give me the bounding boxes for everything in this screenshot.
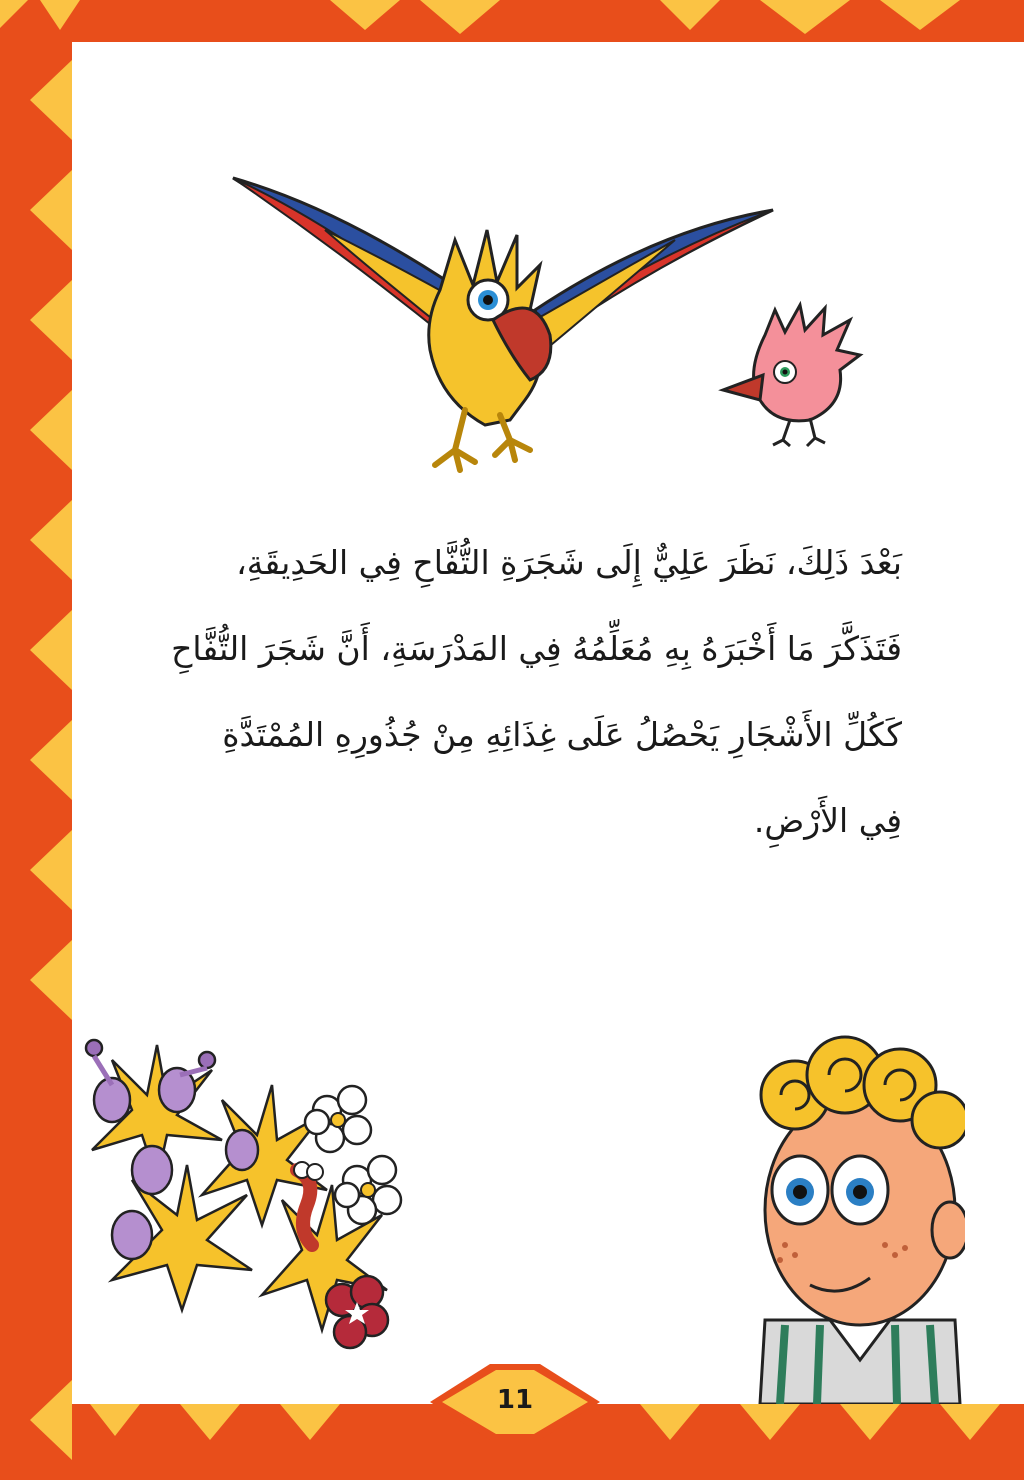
curly-haired-boy-illustration xyxy=(745,1020,965,1404)
story-line: كَكُلِّ الأَشْجَارِ يَحْصُلُ عَلَى غِذَائِهِ مِنْ جُذُورِهِ المُمْتَدَّةِ xyxy=(222,715,902,754)
story-line: فِي الأَرْضِ. xyxy=(753,801,902,840)
pink-chick-illustration xyxy=(715,300,865,450)
parrot-illustration xyxy=(225,170,785,480)
story-line: بَعْدَ ذَلِكَ، نَظَرَ عَلِيٌّ إِلَى شَجَرَةِ التُّفَّاحِ فِي الحَدِيقَةِ، xyxy=(236,543,902,582)
page-number: 11 xyxy=(496,1385,534,1415)
flowers-illustration xyxy=(72,1030,412,1360)
story-line: فَتَذَكَّرَ مَا أَخْبَرَهُ بِهِ مُعَلِّمُهُ فِي المَدْرَسَةِ، أَنَّ شَجَرَ التُّفَّاحِ xyxy=(171,629,902,668)
story-text xyxy=(150,520,902,864)
